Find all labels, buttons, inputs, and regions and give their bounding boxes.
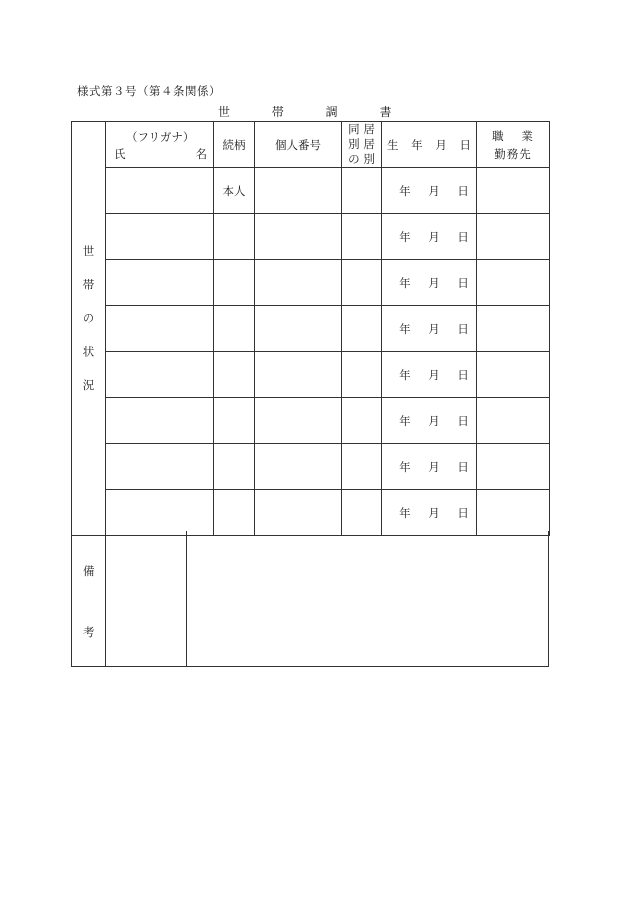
cohabit-cell[interactable] <box>342 168 382 214</box>
name-cell[interactable] <box>106 398 214 444</box>
relation-cell[interactable]: 本人 <box>214 168 255 214</box>
personal-number-header: 個人番号 <box>255 122 342 168</box>
occupation-cell[interactable] <box>477 214 550 260</box>
cohabit-header <box>342 122 382 168</box>
personal-number-cell[interactable] <box>255 444 342 490</box>
member-row <box>72 444 550 490</box>
relation-cell[interactable] <box>214 352 255 398</box>
birthdate-cell[interactable]: 年 月 日 <box>382 352 477 398</box>
occupation-cell[interactable] <box>477 444 550 490</box>
name-label-left: 氏 <box>114 147 126 161</box>
birthdate-cell[interactable]: 年 月 日 <box>382 398 477 444</box>
relation-cell[interactable] <box>214 490 255 536</box>
cohabit-header-line3: の 別 <box>348 152 375 166</box>
personal-number-cell[interactable] <box>255 352 342 398</box>
name-cell[interactable] <box>106 214 214 260</box>
remarks-label-cell <box>72 531 106 666</box>
name-cell[interactable] <box>106 490 214 536</box>
member-row <box>72 260 550 306</box>
relation-cell[interactable] <box>214 214 255 260</box>
name-cell[interactable] <box>106 260 214 306</box>
relation-cell[interactable] <box>214 306 255 352</box>
cohabit-cell[interactable] <box>342 352 382 398</box>
occupation-header <box>477 122 550 168</box>
cohabit-cell[interactable] <box>342 214 382 260</box>
personal-number-cell[interactable] <box>255 214 342 260</box>
remarks-section <box>71 531 549 667</box>
personal-number-cell[interactable] <box>255 260 342 306</box>
cohabit-cell[interactable] <box>342 490 382 536</box>
name-header <box>106 122 214 168</box>
cohabit-header-line2: 別 居 <box>348 137 375 151</box>
household-table <box>71 121 550 536</box>
member-row <box>72 214 550 260</box>
relation-cell[interactable] <box>214 444 255 490</box>
cohabit-cell[interactable] <box>342 398 382 444</box>
member-row <box>72 168 550 214</box>
cohabit-header-line1: 同 居 <box>348 122 375 136</box>
birthdate-cell[interactable]: 年 月 日 <box>382 260 477 306</box>
occupation-cell[interactable] <box>477 490 550 536</box>
name-cell[interactable] <box>106 306 214 352</box>
birthdate-cell[interactable]: 年 月 日 <box>382 168 477 214</box>
side-label-cell <box>72 122 106 536</box>
personal-number-cell[interactable] <box>255 398 342 444</box>
birthdate-cell[interactable]: 年 月 日 <box>382 490 477 536</box>
name-cell[interactable] <box>106 168 214 214</box>
member-row <box>72 306 550 352</box>
cohabit-cell[interactable] <box>342 260 382 306</box>
relation-cell[interactable] <box>214 398 255 444</box>
form-number: 様式第３号（第４条関係） <box>77 84 221 98</box>
occupation-cell[interactable] <box>477 168 550 214</box>
personal-number-cell[interactable] <box>255 490 342 536</box>
side-label: 世帯の状況 <box>81 244 96 413</box>
personal-number-cell[interactable] <box>255 168 342 214</box>
member-row <box>72 490 550 536</box>
member-row <box>72 352 550 398</box>
document-title: 世 帯 調 書 <box>218 105 392 119</box>
occupation-cell[interactable] <box>477 398 550 444</box>
cohabit-cell[interactable] <box>342 306 382 352</box>
remarks-subcell[interactable] <box>106 531 187 666</box>
birthdate-cell[interactable]: 年 月 日 <box>382 306 477 352</box>
occupation-cell[interactable] <box>477 260 550 306</box>
occupation-header-line2: 勤務先 <box>494 146 532 161</box>
member-row <box>72 398 550 444</box>
relation-header: 続柄 <box>214 122 255 168</box>
name-cell[interactable] <box>106 444 214 490</box>
birthdate-cell[interactable]: 年 月 日 <box>382 444 477 490</box>
occupation-cell[interactable] <box>477 352 550 398</box>
relation-cell[interactable] <box>214 260 255 306</box>
remarks-label-char1: 備 <box>83 564 95 578</box>
birthdate-header: 生 年 月 日 <box>382 122 477 168</box>
name-cell[interactable] <box>106 352 214 398</box>
cohabit-cell[interactable] <box>342 444 382 490</box>
occupation-header-line1: 職 業 <box>492 128 534 143</box>
furigana-label: （フリガナ） <box>126 130 195 144</box>
name-label-right: 名 <box>195 147 207 161</box>
header-row <box>72 122 550 168</box>
birthdate-cell[interactable]: 年 月 日 <box>382 214 477 260</box>
occupation-cell[interactable] <box>477 306 550 352</box>
remarks-label-char2: 考 <box>83 625 95 639</box>
personal-number-cell[interactable] <box>255 306 342 352</box>
